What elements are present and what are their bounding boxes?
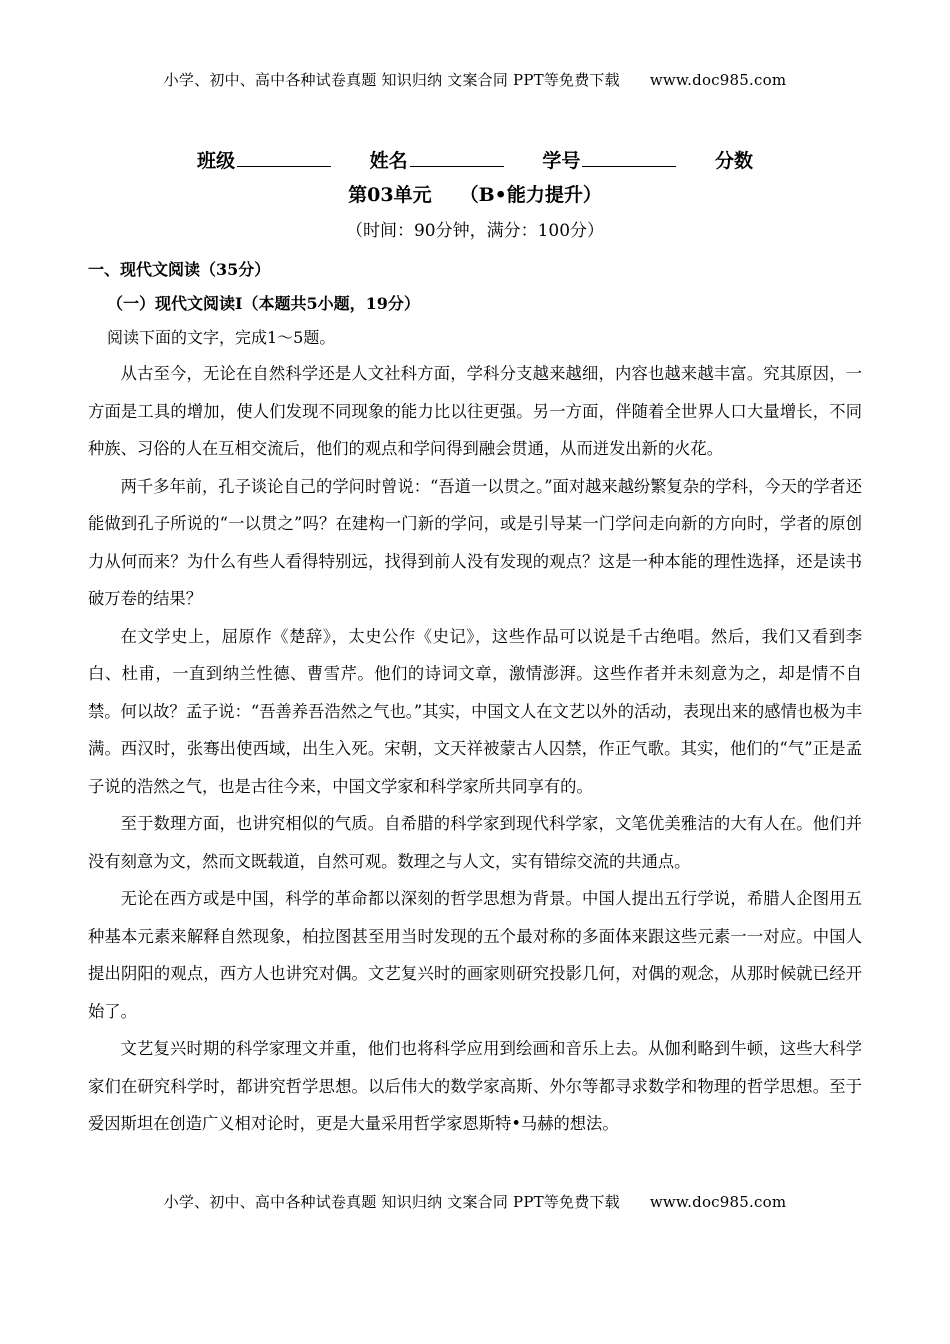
subsection-heading: （一）现代文阅读Ⅰ（本题共5小题，19分） xyxy=(107,294,420,313)
page-footer xyxy=(0,1191,950,1212)
class-label: 班级 xyxy=(197,150,236,172)
page-header xyxy=(0,69,950,90)
header-url-link[interactable]: www.doc985.com xyxy=(649,71,787,89)
header-text: 小学、初中、高中各种试卷真题 知识归纳 文案合同 PPT等免费下载 xyxy=(163,71,620,89)
reading-passage xyxy=(88,355,862,1143)
passage-paragraph: 从古至今，无论在自然科学还是人文社科方面，学科分支越来越细，内容也越来越丰富。究其原因，一方面是工具的增加，使人们发现不同现象的能力比以往更强。另一方面，伴随着全世界人口大量增长，不同种族、习俗的人在互相交流后，他们的观点和学问得到融会贯通，从而迸发出新的火花。 xyxy=(88,364,862,458)
name-label: 姓名 xyxy=(369,150,408,172)
unit-name: 第03单元 xyxy=(348,184,432,206)
score-label: 分数 xyxy=(714,150,753,172)
unit-subtitle: （B•能力提升） xyxy=(459,184,602,206)
class-blank[interactable] xyxy=(237,165,331,167)
class-field xyxy=(197,146,331,173)
reading-instruction: 阅读下面的文字，完成1～5题。 xyxy=(107,328,336,347)
footer-text: 小学、初中、高中各种试卷真题 知识归纳 文案合同 PPT等免费下载 xyxy=(163,1193,620,1211)
section-heading: 一、现代文阅读（35分） xyxy=(88,260,271,279)
id-blank[interactable] xyxy=(582,165,676,167)
student-info-line xyxy=(0,146,950,173)
id-field xyxy=(542,146,676,173)
name-blank[interactable] xyxy=(410,165,504,167)
score-field xyxy=(715,146,753,173)
footer-url-link[interactable]: www.doc985.com xyxy=(649,1193,787,1211)
passage-paragraph: 文艺复兴时期的科学家理文并重，他们也将科学应用到绘画和音乐上去。从伽利略到牛顿，这些大科学家们在研究科学时，都讲究哲学思想。以后伟大的数学家高斯、外尔等都寻求数学和物理的哲学思想。至于爱因斯坦在创造广义相对论时，更是大量采用哲学家恩斯特•马赫的想法。 xyxy=(88,1039,862,1133)
passage-paragraph: 两千多年前，孔子谈论自己的学问时曾说：“吾道一以贯之。”面对越来越纷繁复杂的学科，今天的学者还能做到孔子所说的“一以贯之”吗？在建构一门新的学问，或是引导某一门学问走向新的方向时，学者的原创力从何而来？为什么有些人看得特别远，找得到前人没有发现的观点？这是一种本能的理性选择，还是读书破万卷的结果？ xyxy=(88,476,862,608)
passage-paragraph: 至于数理方面，也讲究相似的气质。自希腊的科学家到现代科学家，文笔优美雅洁的大有人在。他们并没有刻意为文，然而文既载道，自然可观。数理之与人文，实有错综交流的共通点。 xyxy=(88,814,862,871)
passage-paragraph: 在文学史上，屈原作《楚辞》，太史公作《史记》，这些作品可以说是千古绝唱。然后，我们又看到李白、杜甫，一直到纳兰性德、曹雪芹。他们的诗词文章，激情澎湃。这些作者并未刻意为之，却是情不自禁。何以故？孟子说：“吾善养吾浩然之气也。”其实，中国文人在文艺以外的活动，表现出来的感情也极为丰满。西汉时，张骞出使西域，出生入死。宋朝，文天祥被蒙古人囚禁，作正气歌。其实，他们的“气”正是孟子说的浩然之气，也是古往今来，中国文学家和科学家所共同享有的。 xyxy=(88,626,862,796)
id-label: 学号 xyxy=(542,150,581,172)
time-info: （时间：90分钟，满分：100分） xyxy=(345,221,605,241)
name-field xyxy=(370,146,504,173)
passage-paragraph: 无论在西方或是中国，科学的革命都以深刻的哲学思想为背景。中国人提出五行学说，希腊人企图用五种基本元素来解释自然现象，柏拉图甚至用当时发现的五个最对称的多面体来跟这些元素一一对应。中国人提出阴阳的观点，西方人也讲究对偶。文艺复兴时的画家则研究投影几何，对偶的观念，从那时候就已经开始了。 xyxy=(88,889,862,1021)
unit-title xyxy=(0,180,950,207)
